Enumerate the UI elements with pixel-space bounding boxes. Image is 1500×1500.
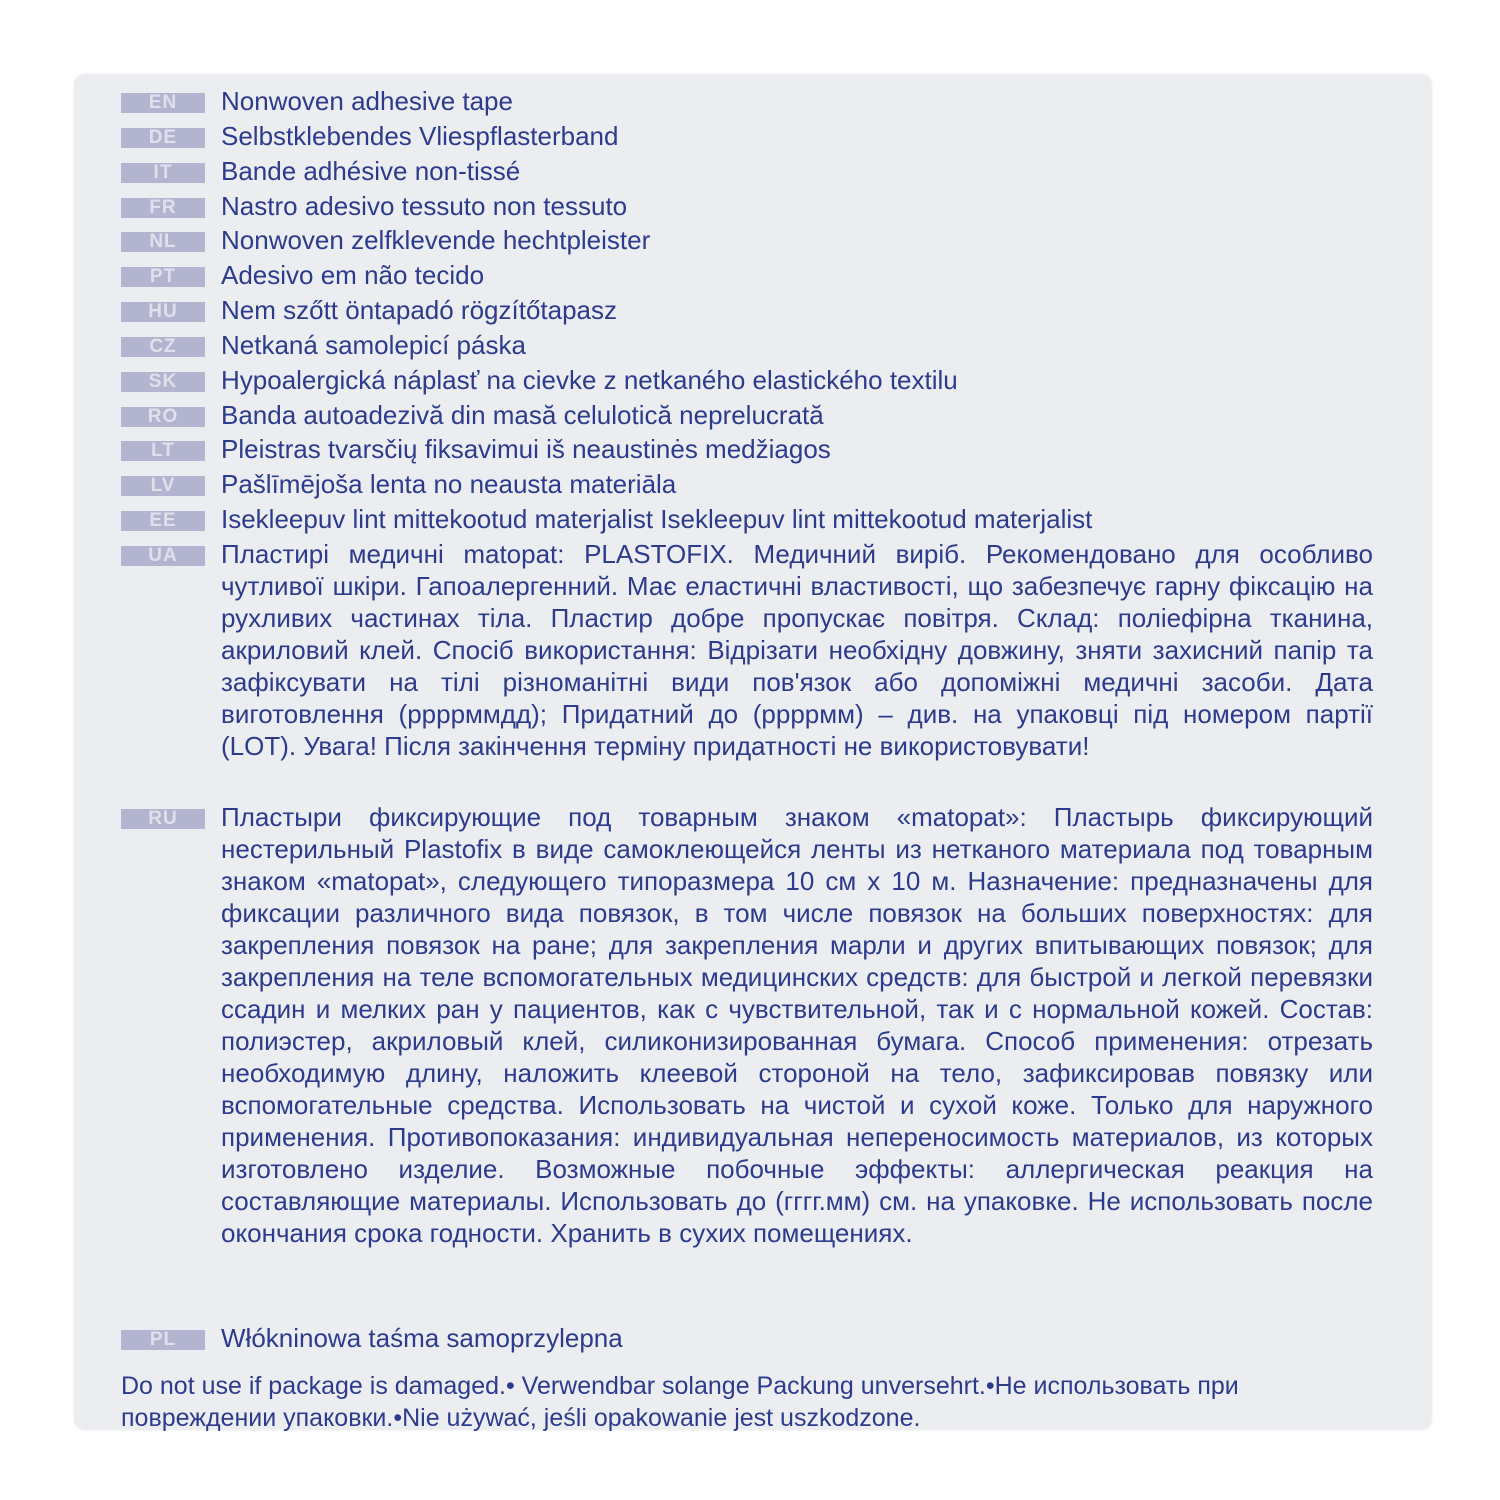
lang-code-badge: SK — [121, 372, 205, 392]
lang-code-badge: DE — [121, 128, 205, 148]
lang-text: Selbstklebendes Vliespflasterband — [221, 121, 619, 151]
lang-code-badge: RU — [121, 809, 205, 829]
lang-code-badge: LV — [121, 476, 205, 496]
lang-code-badge: UA — [121, 546, 205, 566]
lang-text: Nem szőtt öntapadó rögzítőtapasz — [221, 295, 618, 325]
lang-code-badge: HU — [121, 302, 205, 322]
lang-text: Isekleepuv lint mittekootud materjalist Isekleepuv lint mittekootud materjalist — [221, 504, 1093, 534]
lang-code-badge: PT — [121, 267, 205, 287]
lang-text: Banda autoadezivă din masă celulotică neprelucrată — [221, 400, 824, 430]
lang-code-badge: EE — [121, 511, 205, 531]
lang-code-badge: LT — [121, 441, 205, 461]
lang-text: Bande adhésive non-tissé — [221, 156, 521, 186]
lang-text: Nonwoven adhesive tape — [221, 86, 513, 116]
lang-code-badge: PL — [121, 1330, 205, 1350]
lang-code-badge: RO — [121, 407, 205, 427]
lang-text: Пластирі медичні matopat: PLASTOFIX. Медичний виріб. Рекомендовано для особливо чутливої шкіри. Гапоалергенний. Має еластичні властивості, що забезпечує гарну фіксацію на рухливих частинах тіла. Пластир добре пропускає повітря. Склад: поліефірна тканина, акриловий клей. Спосіб використання: Відрізати необхідну довжину, зняти захисний папір та зафіксувати на тілі різноманітні види пов'язок або допоміжні медичні засоби. Дата виготовлення (ррррммдд); Придатний до (ррррмм) – див. на упаковці під номером партії (LOT). Увага! Після закінчення терміну придатності не використовувати! — [221, 539, 1373, 761]
lang-text: Nastro adesivo tessuto non tessuto — [221, 191, 628, 221]
lang-text: Пластыри фиксирующие под товарным знаком «matopat»: Пластырь фиксирующий нестерильный Plastofix в виде самоклеющейся ленты из нетканого материала под товарным знаком «matopat», следующего типоразмера 10 см х 10 м. Назначение: предназначены для фиксации различного вида повязок, в том числе повязок на больших поверхностях: для закрепления повязок на ране; для закрепления марли и других впитывающих повязок; для закрепления на теле вспомогательных медицинских средств: для быстрой и легкой перевязки ссадин и мелких ран у пациентов, как с чувствительной, так и с нормальной кожей. Состав: полиэстер, акриловый клей, силиконизированная бумага. Способ применения: отрезать необходимую длину, наложить клеевой стороной на тело, зафиксировав повязку или вспомогательные средства. Использовать на чистой и сухой коже. Только для наружного применения. Противопоказания: индивидуальная непереносимость материалов, из которых изготовлено изделие. Возможные побочные эффекты: аллергическая реакция на составляющие материалы. Использовать до (гггг.мм) см. на упаковке. Не использовать после окончания срока годности. Хранить в сухих помещениях. — [221, 802, 1373, 1248]
lang-text: Włókninowa taśma samoprzylepna — [221, 1323, 623, 1353]
label-panel — [75, 75, 1431, 1432]
lang-text: Hypoalergická náplasť na cievke z netkaného elastického textilu — [221, 365, 958, 395]
lang-text: Pleistras tvarsčių fiksavimui iš neaustinės medžiagos — [221, 434, 831, 464]
lang-text: Adesivo em não tecido — [221, 260, 485, 290]
lang-code-badge: FR — [121, 198, 205, 218]
lang-code-badge: CZ — [121, 337, 205, 357]
lang-code-badge: EN — [121, 93, 205, 113]
lang-text: Pašlīmējoša lenta no neausta materiāla — [221, 469, 677, 499]
lang-text: Netkaná samolepicí páska — [221, 330, 526, 360]
package-warning: Do not use if package is damaged.• Verwendbar solange Packung unversehrt.•Не использовать при повреждении упаковки.•Nie używać, jeśli opakowanie jest uszkodzone. — [121, 1372, 1239, 1432]
lang-text: Nonwoven zelfklevende hechtpleister — [221, 225, 651, 255]
lang-code-badge: NL — [121, 232, 205, 252]
lang-code-badge: IT — [121, 163, 205, 183]
